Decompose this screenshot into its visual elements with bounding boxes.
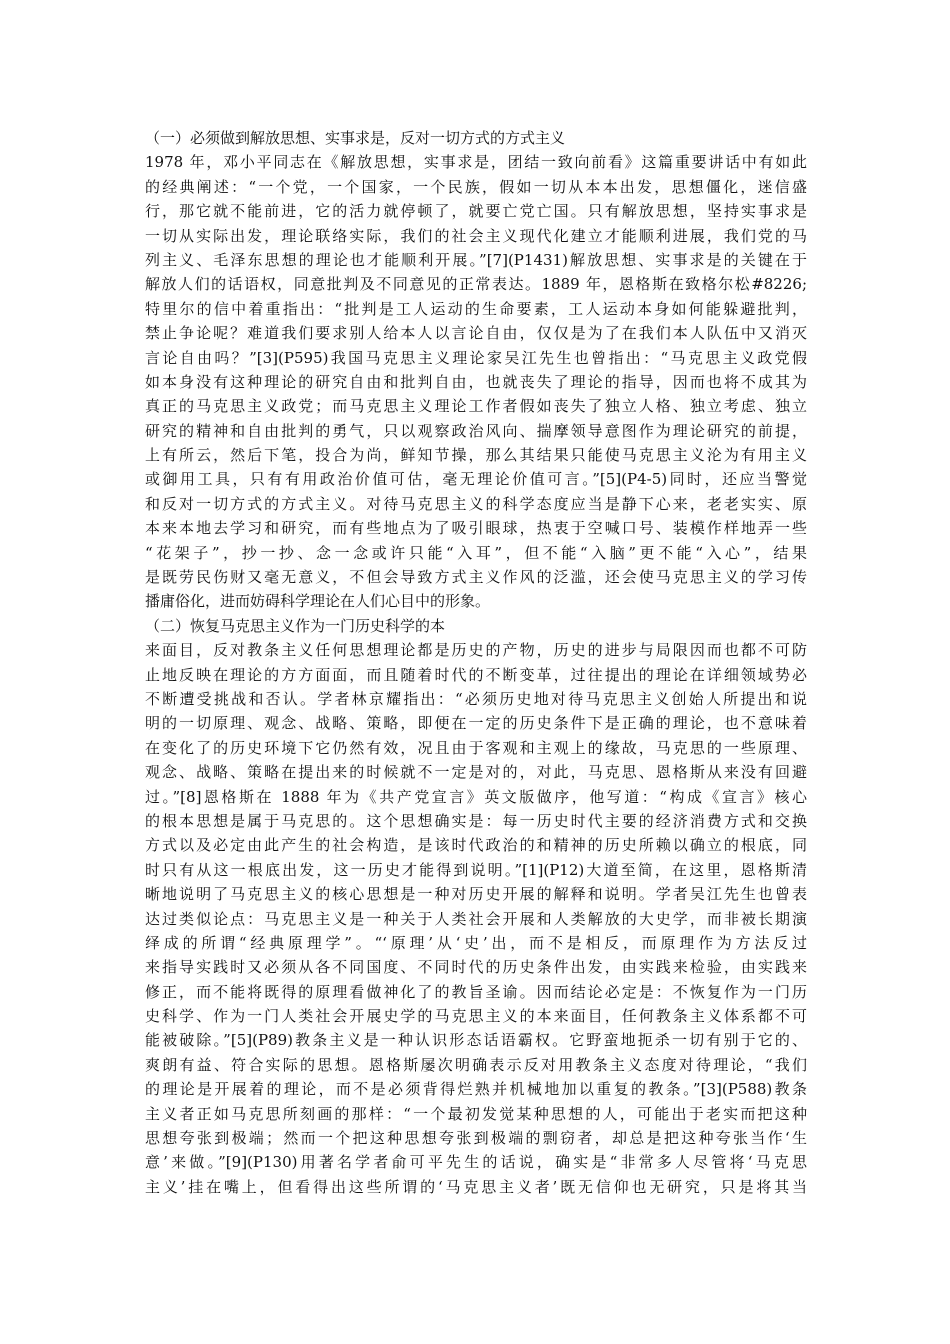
paragraph-line: 明的一切原理、观念、战略、策略，即便在一定的历史条件下是正确的理论，也不意味着 (145, 714, 807, 733)
paragraph-line: 研究的精神和自由批判的勇气，只以观察政治风向、揣摩领导意图作为理论研究的前提， (145, 421, 807, 440)
paragraph-line: 真正的马克思主义政党；而马克思主义理论工作者假如丧失了独立人格、独立考虑、独立 (145, 397, 807, 416)
paragraph-line: 上有所云，然后下笔，投合为尚，鲜知节操，那么其结果只能使马克思主义沦为有用主义 (145, 446, 807, 465)
paragraph-line: 思想夸张到极端；然而一个把这种思想夸张到极端的剽窃者，却总是把这种夸张当作‘生 (145, 1129, 807, 1148)
paragraph-line: 解放人们的话语权，同意批判及不同意见的正常表达。1889 年，恩格斯在致格尔松#8226; (145, 275, 807, 294)
paragraph-line: 主义者正如马克思所刻画的那样：“一个最初发觉某种思想的人，可能出于老实而把这种 (145, 1104, 807, 1123)
paragraph-line: 时只有从这一根底出发，这一历史才能得到说明。”[1](P12)大道至简，在这里，恩格斯清 (145, 860, 807, 879)
section-1-body (145, 150, 807, 613)
paragraph-line: 爽朗有益、符合实际的思想。恩格斯屡次明确表示反对用教条主义态度对待理论，“我们 (145, 1055, 807, 1074)
paragraph-line: 或御用工具，只有有用政治价值可估，毫无理论价值可言。”[5](P4-5)同时，还应当警觉 (145, 470, 807, 489)
paragraph-line: 达过类似论点：马克思主义是一种关于人类社会开展和人类解放的大史学，而非被长期演 (145, 909, 807, 928)
paragraph-line: 列主义、毛泽东思想的理论也才能顺利开展。”[7](P1431)解放思想、实事求是的关键在于 (145, 250, 807, 269)
section-2-body (145, 638, 807, 1199)
paragraph-line: 晰地说明了马克思主义的核心思想是一种对历史开展的解释和说明。学者吴江先生也曾表 (145, 885, 807, 904)
paragraph-line: 一切从实际出发，理论联络实际，我们的社会主义现代化建立才能顺利进展，我们党的马 (145, 226, 807, 245)
paragraph-line: 行，那它就不能前进，它的活力就停顿了，就要亡党亡国。只有解放思想，坚持实事求是 (145, 202, 807, 221)
paragraph-line: 能被破除。”[5](P89)教条主义是一种认识形态话语霸权。它野蛮地扼杀一切有别于它的、 (145, 1031, 807, 1050)
paragraph-line: 过。”[8]恩格斯在 1888 年为《共产党宣言》英文版做序，他写道：“构成《宣言》核心 (145, 787, 807, 806)
paragraph-line: 特里尔的信中着重指出：“批判是工人运动的生命要素，工人运动本身如何能躲避批判， (145, 299, 807, 318)
paragraph-line: 在变化了的历史环境下它仍然有效，况且由于客观和主观上的缘故，马克思的一些原理、 (145, 738, 807, 757)
paragraph-line: 禁止争论呢？难道我们要求别人给本人以言论自由，仅仅是为了在我们本人队伍中又消灭 (145, 324, 807, 343)
paragraph-line: 意’来做。”[9](P130)用著名学者俞可平先生的话说，确实是“非常多人尽管将‘马克思 (145, 1153, 807, 1172)
paragraph-line: 的理论是开展着的理论，而不是必须背得烂熟并机械地加以重复的教条。”[3](P588)教条 (145, 1080, 807, 1099)
paragraph-line: 绎成的所谓“经典原理学”。“‘原理’从‘史’出，而不是相反，而原理作为方法反过 (145, 933, 807, 952)
paragraph-line: 1978 年，邓小平同志在《解放思想，实事求是，团结一致向前看》这篇重要讲话中有如此 (145, 153, 807, 172)
paragraph-line: 不断遭受挑战和否认。学者林京耀指出：“必须历史地对待马克思主义创始人所提出和说 (145, 689, 807, 708)
section-heading-1: （一）必须做到解放思想、实事求是，反对一切方式的方式主义 (145, 129, 566, 147)
paragraph-line: 史科学、作为一门人类社会开展史学的马克思主义的本来面目，任何教条主义体系都不可 (145, 1007, 807, 1026)
paragraph-line: 的根本思想是属于马克思的。这个思想确实是：每一历史时代主要的经济消费方式和交换 (145, 811, 807, 830)
paragraph-line: 主义’挂在嘴上，但看得出这些所谓的‘马克思主义者’既无信仰也无研究，只是将其当 (145, 1177, 807, 1196)
paragraph-line: 方式以及必定由此产生的社会构造，是该时代政治的和精神的历史所赖以确立的根底，同 (145, 836, 807, 855)
paragraph-line: 修正，而不能将既得的原理看做神化了的教旨圣谕。因而结论必定是：不恢复作为一门历 (145, 982, 807, 1001)
paragraph-line: 本来本地去学习和研究，而有些地点为了吸引眼球，热衷于空喊口号、装模作样地弄一些 (145, 519, 807, 538)
paragraph-line: 如本身没有这种理论的研究自由和批判自由，也就丧失了理论的指导，因而也将不成其为 (145, 372, 807, 391)
paragraph-line: 言论自由吗？”[3](P595)我国马克思主义理论家吴江先生也曾指出：“马克思主义政党假 (145, 348, 807, 367)
paragraph-line: “花架子”，抄一抄、念一念或许只能“入耳”，但不能“入脑”更不能“入心”，结果 (145, 543, 807, 562)
paragraph-line: 来面目，反对教条主义任何思想理论都是历史的产物，历史的进步与局限因而也都不可防 (145, 641, 807, 660)
paragraph-line: 的经典阐述：“一个党，一个国家，一个民族，假如一切从本本出发，思想僵化，迷信盛 (145, 177, 807, 196)
section-heading-2: （二）恢复马克思主义作为一门历史科学的本 (145, 616, 446, 635)
paragraph-line: 观念、战略、策略在提出来的时候就不一定是对的，对此，马克思、恩格斯从来没有回避 (145, 763, 807, 782)
document-body (145, 126, 807, 1199)
paragraph-line: 和反对一切方式的方式主义。对待马克思主义的科学态度应当是静下心来，老老实实、原 (145, 494, 807, 513)
paragraph-line: 来指导实践时又必须从各不同国度、不同时代的历史条件出发，由实践来检验，由实践来 (145, 958, 807, 977)
paragraph-line: 播庸俗化，进而妨碍科学理论在人们心目中的形象。 (145, 592, 491, 611)
paragraph-line: 是既劳民伤财又毫无意义，不但会导致方式主义作风的泛滥，还会使马克思主义的学习传 (145, 568, 807, 587)
paragraph-line: 止地反映在理论的方方面面，而且随着时代的不断变革，过往提出的理论在详细领域势必 (145, 665, 807, 684)
